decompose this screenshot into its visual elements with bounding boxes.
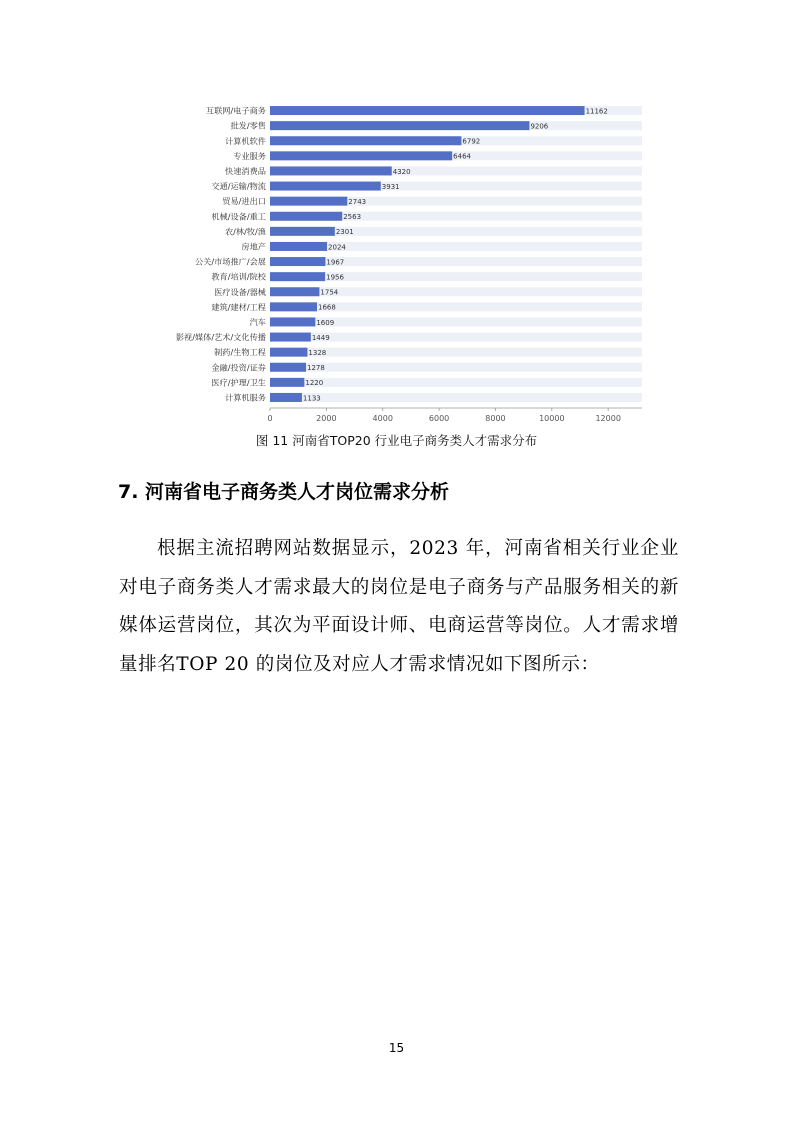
value-label: 1133 (302, 394, 321, 403)
bar (270, 136, 461, 145)
category-label: 汽车 (249, 316, 266, 327)
value-label: 1967 (326, 258, 345, 267)
value-label: 1220 (305, 379, 324, 388)
bar (270, 121, 529, 130)
bar (270, 227, 335, 236)
value-label: 1609 (316, 318, 335, 327)
category-label: 计算机服务 (225, 392, 266, 403)
category-label: 房地产 (241, 241, 266, 252)
bar (270, 302, 317, 311)
bar (270, 348, 307, 357)
value-label: 11162 (585, 107, 608, 116)
value-label: 1956 (326, 273, 344, 282)
bar (270, 287, 319, 296)
value-label: 6464 (453, 152, 471, 161)
bar (270, 197, 347, 206)
value-label: 2301 (335, 228, 354, 237)
figure-caption: 图 11 河南省TOP20 行业电子商务类人才需求分布 (255, 433, 538, 448)
x-tick-label: 0 (267, 414, 273, 423)
category-label: 农/林/牧/渔 (224, 226, 266, 237)
category-label: 医疗设备/器械 (214, 286, 266, 297)
bar (270, 166, 392, 175)
industry-bar-chart (150, 98, 660, 428)
bar (270, 393, 302, 402)
category-label: 快速消费品 (225, 165, 266, 176)
value-label: 1449 (311, 333, 330, 342)
bar (270, 182, 381, 191)
value-label: 2743 (348, 197, 367, 206)
x-tick-label: 8000 (485, 414, 506, 423)
bar (270, 242, 327, 251)
bar (270, 106, 585, 115)
bar (270, 378, 304, 387)
section-heading: 7. 河南省电子商务类人才岗位需求分析 (118, 481, 450, 503)
bar (270, 272, 325, 281)
bar-track (270, 363, 642, 372)
x-tick-label: 12000 (595, 414, 621, 423)
value-label: 2563 (343, 213, 362, 222)
category-label: 机械/设备/重工 (211, 211, 266, 222)
value-label: 1754 (320, 288, 339, 297)
category-label: 计算机软件 (225, 135, 266, 146)
category-label: 教育/培训/院校 (211, 271, 266, 282)
x-tick-label: 2000 (316, 414, 337, 423)
value-label: 2024 (328, 243, 346, 252)
bar (270, 333, 311, 342)
value-label: 1668 (318, 303, 336, 312)
body-paragraph: 根据主流招聘网站数据显示，2023 年，河南省相关行业企业对电子商务类人才需求最大的岗位是电子商务与产品服务相关的新媒体运营岗位，其次为平面设计师、电商运营等岗位。人才需求增量排名TOP 20 的岗位及对应人才需求情况如下图所示： (119, 538, 679, 675)
value-label: 1328 (308, 348, 327, 357)
category-label: 批发/零售 (230, 120, 266, 131)
value-label: 1278 (307, 364, 325, 373)
x-tick-label: 4000 (372, 414, 393, 423)
value-label: 6792 (462, 137, 481, 146)
value-label: 9206 (530, 122, 549, 131)
x-tick-label: 10000 (539, 414, 565, 423)
bar (270, 317, 315, 326)
page-number: 15 (388, 1041, 405, 1055)
bar (270, 257, 325, 266)
category-label: 金融/投资/证券 (211, 362, 266, 373)
bar-track (270, 378, 642, 387)
category-label: 贸易/进出口 (222, 196, 266, 207)
x-tick-label: 6000 (428, 414, 450, 423)
category-label: 影视/媒体/艺术/文化传播 (175, 332, 266, 343)
category-label: 互联网/电子商务 (205, 105, 266, 116)
category-label: 专业服务 (233, 150, 266, 161)
bar (270, 363, 306, 372)
category-label: 建筑/建材/工程 (211, 301, 266, 312)
category-label: 制药/生物工程 (214, 347, 266, 358)
category-label: 交通/运输/物流 (211, 181, 266, 192)
category-label: 公关/市场推广/会展 (194, 256, 266, 267)
bar (270, 151, 452, 160)
bar-track (270, 393, 642, 402)
category-label: 医疗/护理/卫生 (211, 377, 266, 388)
value-label: 3931 (381, 182, 400, 191)
bar (270, 212, 342, 221)
value-label: 4320 (392, 167, 411, 176)
